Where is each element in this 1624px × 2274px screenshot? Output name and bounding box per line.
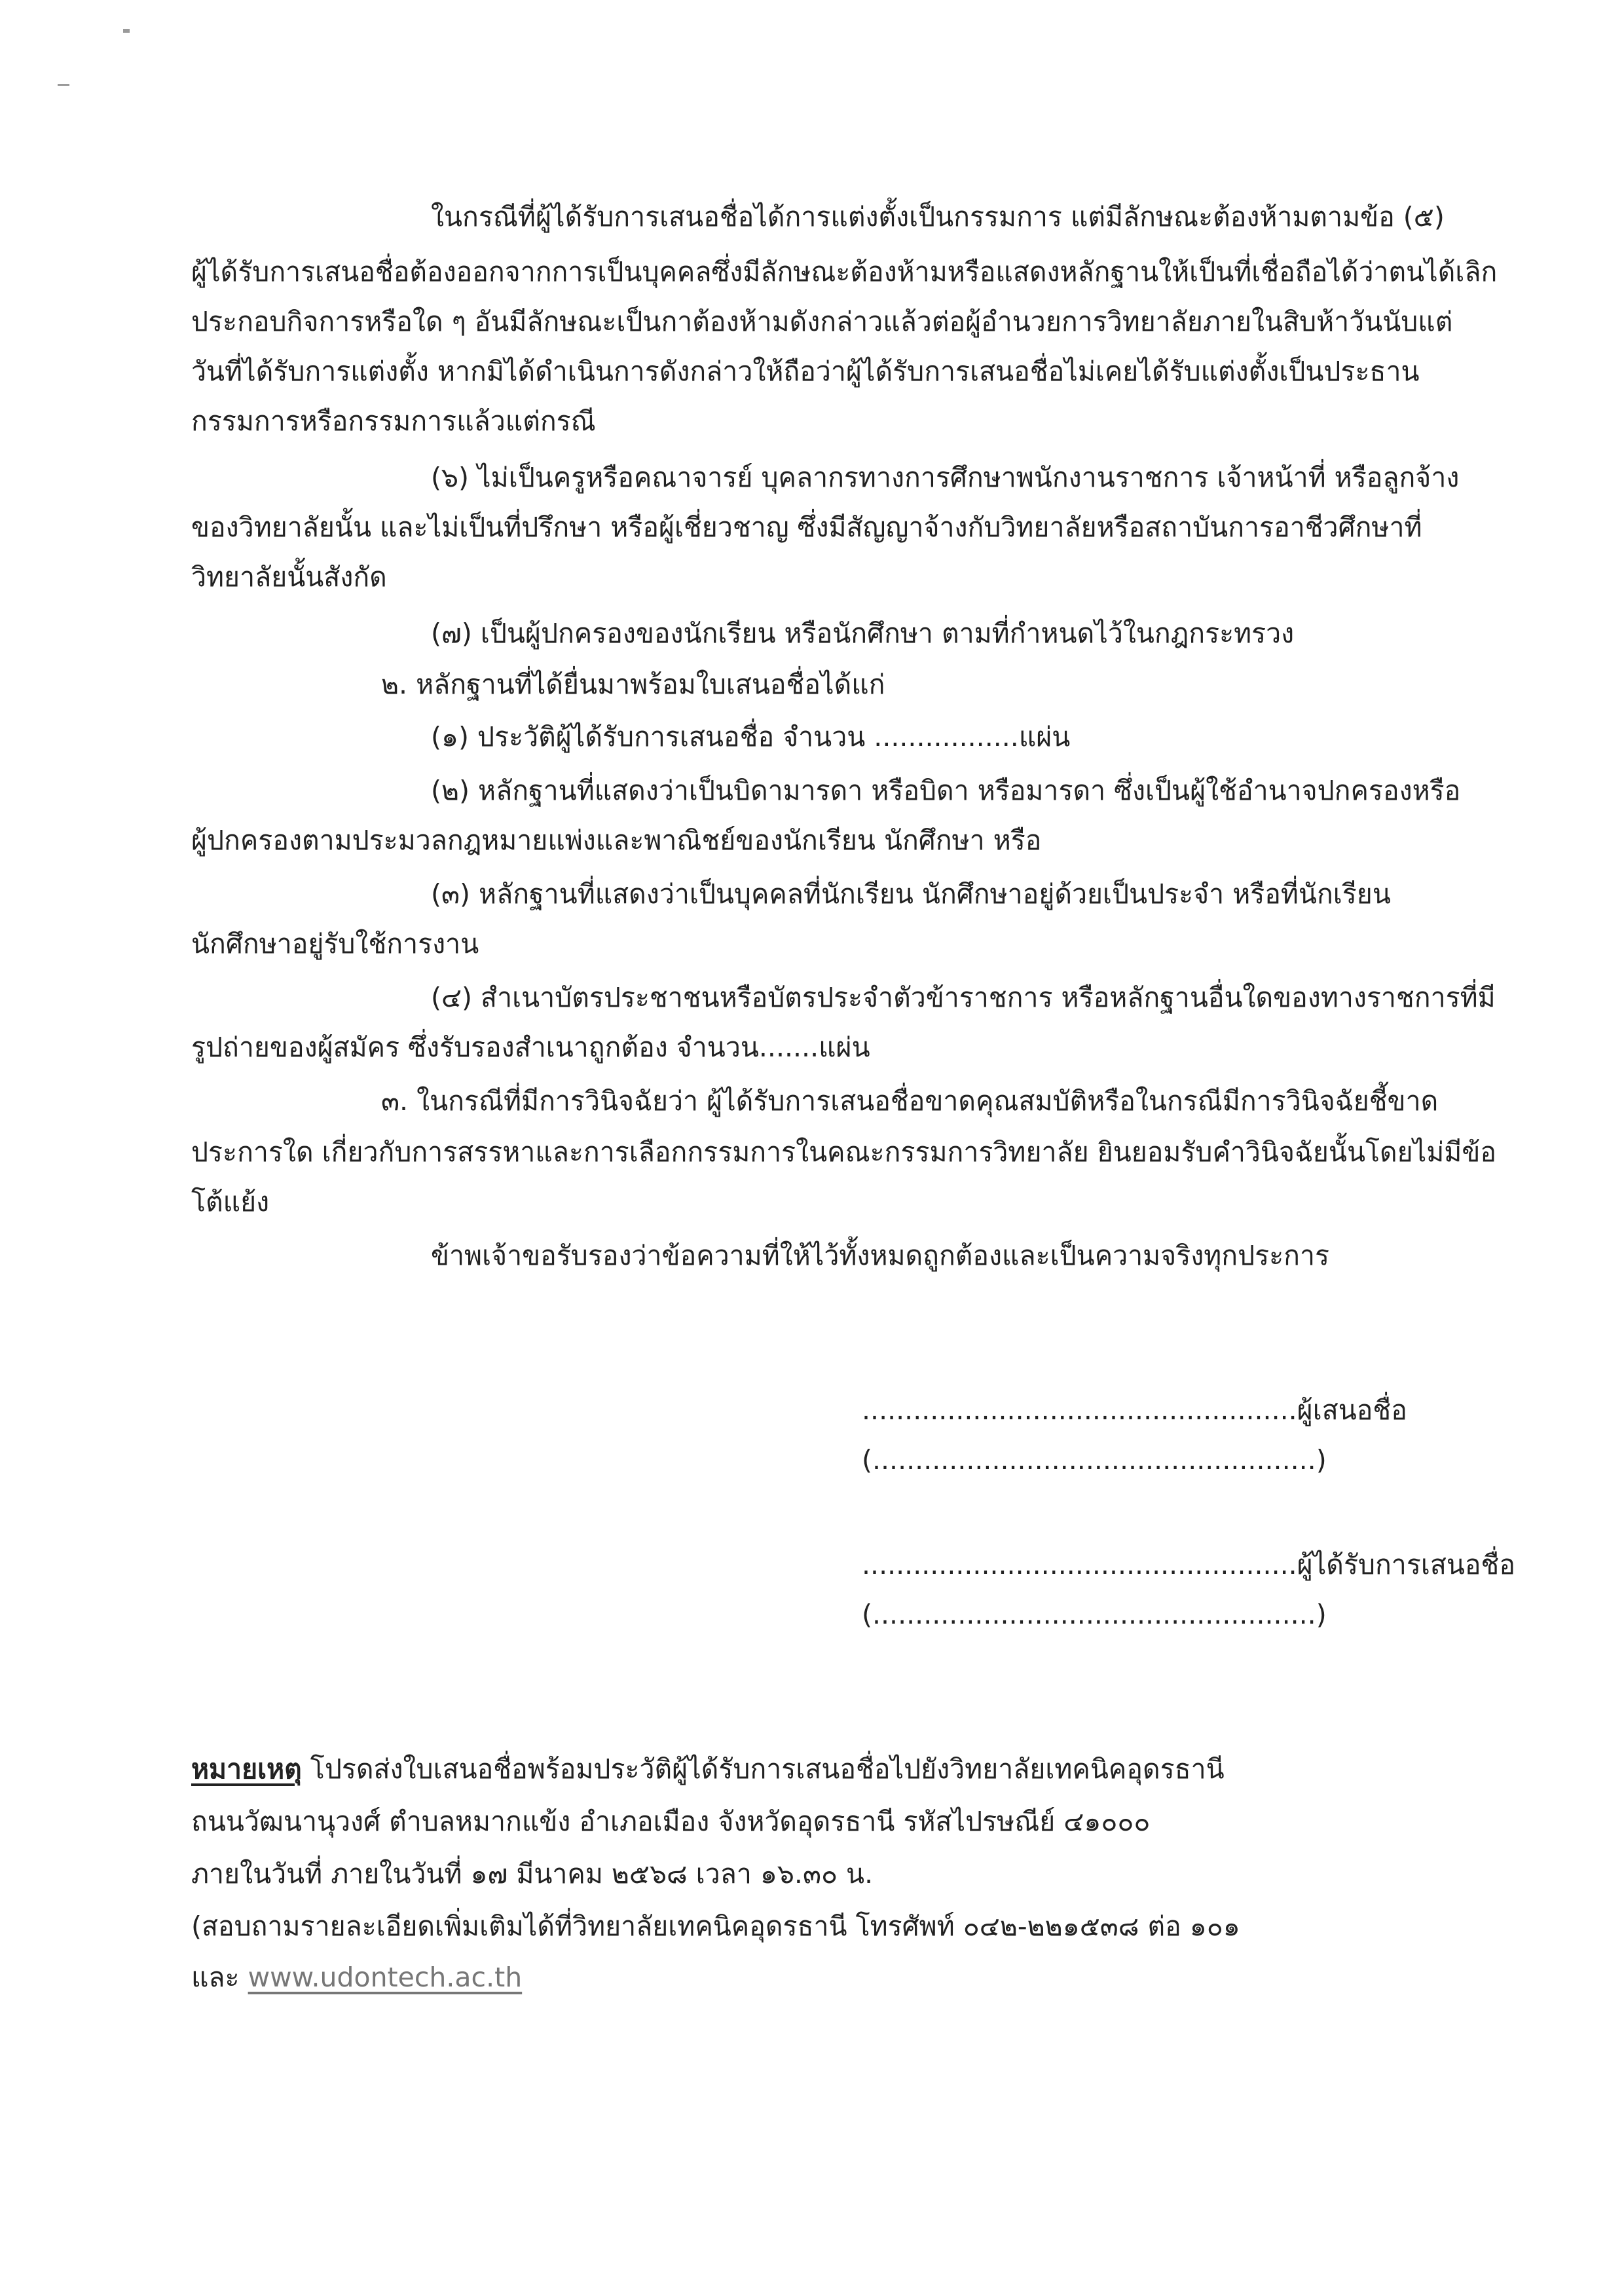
- item-7-line: (๗) เป็นผู้ปกครองของนักเรียน หรือนักศึกษา ตามที่กำหนดไว้ในกฎกระทรวง: [431, 618, 1295, 649]
- section-2-item-4: รูปถ่ายของผู้สมัคร ซึ่งรับรองสำเนาถูกต้อง จำนวน.......แผ่น: [191, 1032, 870, 1063]
- section-2-heading: ๒. หลักฐานที่ได้ยื่นมาพร้อมใบเสนอชื่อได้แก่: [381, 669, 885, 700]
- certification-statement: ข้าพเจ้าขอรับรองว่าข้อความที่ให้ไว้ทั้งหมดถูกต้องและเป็นความจริงทุกประการ: [431, 1240, 1330, 1271]
- note-prefix: และ: [191, 1962, 248, 1993]
- note-text: โปรดส่งใบเสนอชื่อพร้อมประวัติผู้ได้รับการเสนอชื่อไปยังวิทยาลัยเทคนิคอุดรธานี: [301, 1753, 1225, 1785]
- paragraph-line: ในกรณีที่ผู้ได้รับการเสนอชื่อได้การแต่งตั้งเป็นกรรมการ แต่มีลักษณะต้องห้ามตามข้อ (๕): [431, 201, 1445, 233]
- nominator-signature-line: ...................................................ผู้เสนอชื่อ: [862, 1394, 1407, 1426]
- section-2-item-3: (๓) หลักฐานที่แสดงว่าเป็นบุคคลที่นักเรียน นักศึกษาอยู่ด้วยเป็นประจำ หรือที่นักเรียน: [431, 878, 1391, 910]
- section-2-item-3: นักศึกษาอยู่รับใช้การงาน: [191, 928, 479, 960]
- section-3-line: โต้แย้ง: [191, 1186, 270, 1218]
- paragraph-line: ผู้ได้รับการเสนอชื่อต้องออกจากการเป็นบุคคลซึ่งมีลักษณะต้องห้ามหรือแสดงหลักฐานให้เป็นที่เชื่อถือได้ว่าตนได้เลิก: [191, 256, 1498, 288]
- section-2-item-2: (๒) หลักฐานที่แสดงว่าเป็นบิดามารดา หรือบิดา หรือมารดา ซึ่งเป็นผู้ใช้อำนาจปกครองหรือ: [431, 775, 1461, 806]
- note-line-5: [191, 1958, 522, 1996]
- item-6-line: วิทยาลัยนั้นสังกัด: [191, 561, 387, 593]
- nominator-name-line: (....................................................): [862, 1444, 1327, 1476]
- section-2-item-1: (๑) ประวัติผู้ได้รับการเสนอชื่อ จำนวน .................แผ่น: [431, 721, 1071, 753]
- website-link[interactable]: www.udontech.ac.th: [248, 1962, 523, 1993]
- nominee-name-line: (....................................................): [862, 1599, 1327, 1630]
- item-6-line: (๖) ไม่เป็นครูหรือคณาจารย์ บุคลากรทางการศึกษาพนักงานราชการ เจ้าหน้าที่ หรือลูกจ้าง: [431, 462, 1460, 493]
- note-line-3: ภายในวันที่ ภายในวันที่ ๑๗ มีนาคม ๒๕๖๘ เวลา ๑๖.๓๐ น.: [191, 1858, 874, 1890]
- note-label: หมายเหตุ: [191, 1753, 302, 1785]
- scan-speck: [123, 29, 130, 33]
- section-2-item-4: (๔) สำเนาบัตรประชาชนหรือบัตรประจำตัวข้าราชการ หรือหลักฐานอื่นใดของทางราชการที่มี: [431, 982, 1496, 1013]
- paragraph-line: กรรมการหรือกรรมการแล้วแต่กรณี: [191, 405, 596, 437]
- paragraph-line: ประกอบกิจการหรือใด ๆ อันมีลักษณะเป็นกาต้องห้ามดังกล่าวแล้วต่อผู้อำนวยการวิทยาลัยภายในสิบห้าวันนับแต่: [191, 306, 1453, 337]
- section-3-line: ประการใด เกี่ยวกับการสรรหาและการเลือกกรรมการในคณะกรรมการวิทยาลัย ยินยอมรับคำวินิจฉัยนั้นโดยไม่มีข้อ: [191, 1136, 1496, 1168]
- note-line-1: [191, 1750, 1225, 1788]
- section-3-line: ๓. ในกรณีที่มีการวินิจฉัยว่า ผู้ได้รับการเสนอชื่อขาดคุณสมบัติหรือในกรณีมีการวินิจฉัยชี้ขาด: [381, 1085, 1439, 1117]
- note-line-4: (สอบถามรายละเอียดเพิ่มเติมได้ที่วิทยาลัยเทคนิคอุดรธานี โทรศัพท์ ๐๔๒-๒๒๑๕๓๘ ต่อ ๑๐๑: [191, 1911, 1240, 1942]
- scan-speck: [58, 84, 69, 86]
- section-2-item-2: ผู้ปกครองตามประมวลกฎหมายแพ่งและพาณิชย์ของนักเรียน นักศึกษา หรือ: [191, 825, 1042, 856]
- note-line-2: ถนนวัฒนานุวงศ์ ตำบลหมากแข้ง อำเภอเมือง จังหวัดอุดรธานี รหัสไปรษณีย์ ๔๑๐๐๐: [191, 1806, 1151, 1837]
- paragraph-line: วันที่ได้รับการแต่งตั้ง หากมิได้ดำเนินการดังกล่าวให้ถือว่าผู้ได้รับการเสนอชื่อไม่เคยได้รับแต่งตั้งเป็นประธาน: [191, 356, 1420, 387]
- nominee-signature-line: ...................................................ผู้ได้รับการเสนอชื่อ: [862, 1549, 1515, 1580]
- item-6-line: ของวิทยาลัยนั้น และไม่เป็นที่ปรึกษา หรือผู้เชี่ยวชาญ ซึ่งมีสัญญาจ้างกับวิทยาลัยหรือสถาบันการอาชีวศึกษาที่: [191, 512, 1422, 543]
